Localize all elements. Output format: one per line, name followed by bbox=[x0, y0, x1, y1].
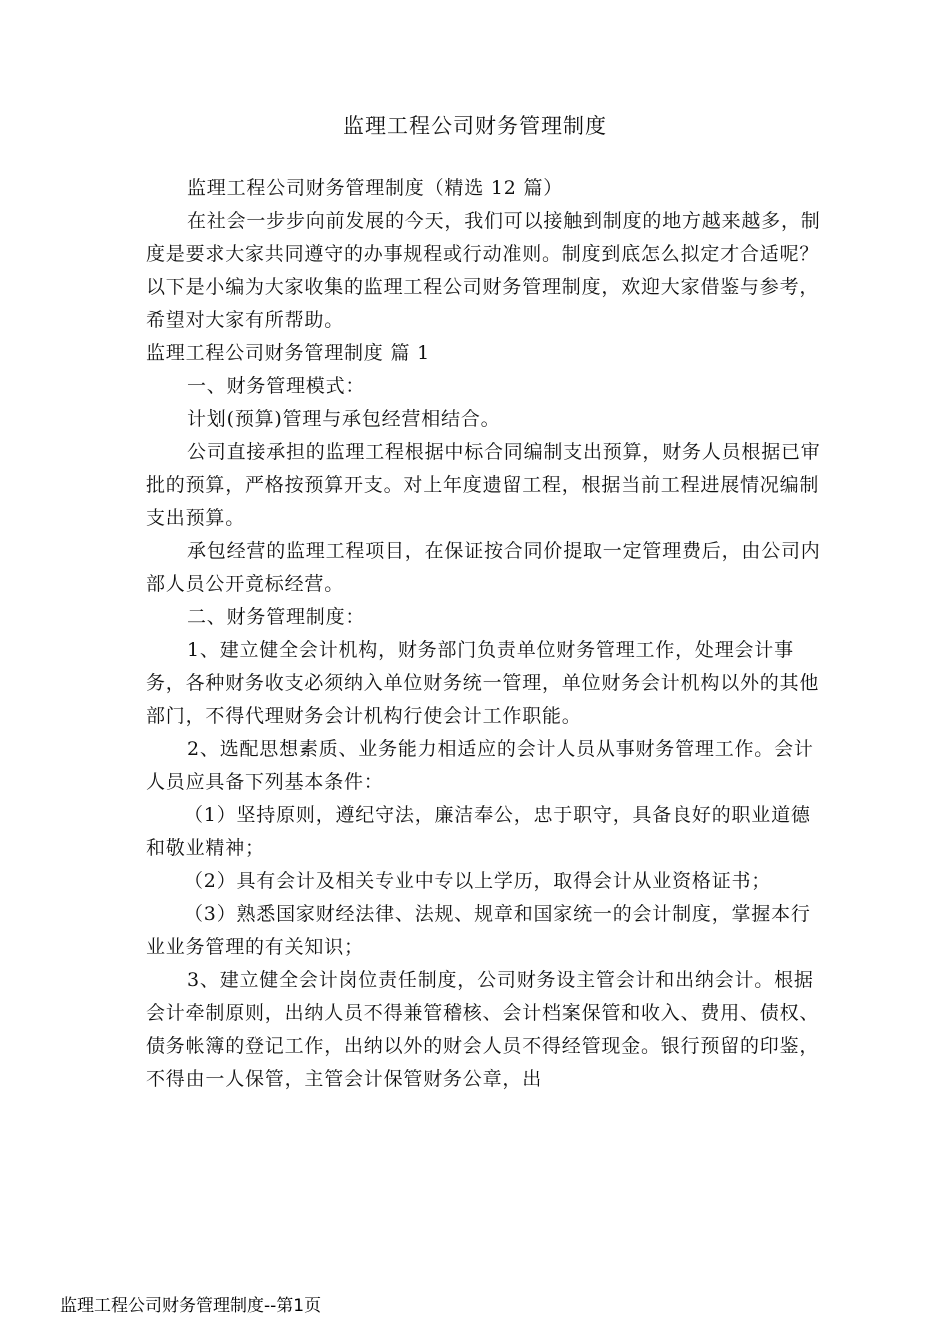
paragraph: 一、财务管理模式： bbox=[187, 375, 366, 397]
list-item: （2）具有会计及相关专业中专以上学历，取得会计从业资格证书； bbox=[184, 870, 772, 892]
paragraph: 计划(预算)管理与承包经营相结合。 bbox=[187, 408, 501, 430]
paragraph: 公司直接承担的监理工程根据中标合同编制支出预算，财务人员根据已审批的预算，严格按预算开支。对上年度遗留工程，根据当前工程进展情况编制支出预算。 bbox=[146, 441, 821, 529]
paragraph: 承包经营的监理工程项目，在保证按合同价提取一定管理费后，由公司内部人员公开竟标经营。 bbox=[146, 540, 821, 595]
paragraph: 3、建立健全会计岗位责任制度，公司财务设主管会计和出纳会计。根据会计牵制原则，出纳人员不得兼管稽核、会计档案保管和收入、费用、债权、债务帐簿的登记工作，出纳以外的财会人员不得经管现金。银行预留的印鉴，不得由一人保管，主管会计保管财务公章，出 bbox=[146, 969, 820, 1090]
paragraph: 1、建立健全会计机构，财务部门负责单位财务管理工作，处理会计事务，各种财务收支必须纳入单位财务统一管理，单位财务会计机构以外的其他部门，不得代理财务会计机构行使会计工作职能。 bbox=[146, 639, 820, 727]
document-title: 监理工程公司财务管理制度 bbox=[343, 114, 607, 138]
paragraph: 2、选配思想素质、业务能力相适应的会计人员从事财务管理工作。会计人员应具备下列基本条件： bbox=[146, 738, 814, 793]
paragraph: 二、财务管理制度： bbox=[187, 606, 366, 628]
section-heading: 监理工程公司财务管理制度 篇 1 bbox=[146, 342, 430, 364]
list-item: （3）熟悉国家财经法律、法规、规章和国家统一的会计制度，掌握本行业业务管理的有关知识； bbox=[146, 903, 811, 958]
list-item: （1）坚持原则，遵纪守法，廉洁奉公，忠于职守，具备良好的职业道德和敬业精神； bbox=[146, 804, 811, 859]
paragraph: 监理工程公司财务管理制度（精选 12 篇） bbox=[187, 177, 564, 199]
page-footer: 监理工程公司财务管理制度--第1页 bbox=[60, 1296, 322, 1316]
paragraph: 在社会一步步向前发展的今天，我们可以接触到制度的地方越来越多，制度是要求大家共同遵守的办事规程或行动准则。制度到底怎么拟定才合适呢？以下是小编为大家收集的监理工程公司财务管理制度，欢迎大家借鉴与参考，希望对大家有所帮助。 bbox=[146, 210, 821, 331]
document-body bbox=[146, 172, 822, 1096]
